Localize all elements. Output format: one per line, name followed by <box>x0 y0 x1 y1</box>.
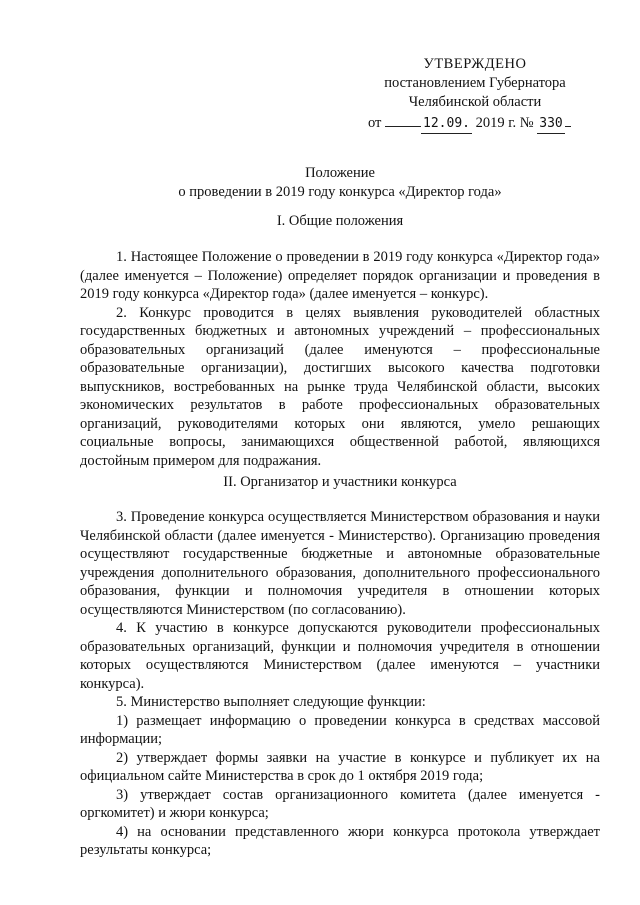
year-and-number-label: 2019 г. № <box>475 115 534 131</box>
approval-line-2: Челябинской области <box>408 94 542 110</box>
from-label: от <box>368 115 382 131</box>
approval-line-1: постановлением Губернатора <box>384 75 566 91</box>
document-title <box>80 164 600 202</box>
number-underline <box>565 112 571 127</box>
title-line-2: о проведении в 2019 году конкурса «Директор года» <box>178 184 502 200</box>
approval-stamp <box>360 55 590 134</box>
section-2-heading: II. Организатор и участники конкурса <box>223 474 457 490</box>
paragraph: 2) утверждает формы заявки на участие в конкурсе и публикует их на официальном сайте Министерства в срок до 1 октября 2019 года; <box>80 749 600 784</box>
paragraph: 5. Министерство выполняет следующие функции: <box>116 694 426 710</box>
handwritten-date: 12.09. <box>421 114 472 134</box>
section-2-body <box>80 508 600 860</box>
approval-date-number-line <box>360 112 590 134</box>
title-line-1: Положение <box>305 165 375 181</box>
paragraph: 2. Конкурс проводится в целях выявления руководителей областных государственных бюджетных и автономных учреждений – профессиональных образовательных организаций (далее именуются – профессиональные образовательные организации), достигших высокого качества подготовки выпускников, востребованных на рынке труда Челябинской области, высоких экономических результатов в работе профессиональных образовательных организаций, руководителями которых они являются, умело решающих социальные вопросы, занимающихся общественной работой, являющихся достойным примером для подражания. <box>80 304 600 469</box>
paragraph: 4) на основании представленного жюри конкурса протокола утверждает результаты конкурса; <box>80 823 600 858</box>
date-underline <box>385 112 421 127</box>
paragraph: 1. Настоящее Положение о проведении в 2019 году конкурса «Директор года» (далее именуется – Положение) определяет порядок организации и проведения в 2019 году конкурса «Директор года» (далее именуется – конкурс). <box>80 249 600 302</box>
paragraph: 4. К участию в конкурсе допускаются руководители профессиональных образовательных организаций, функции и полномочия учредителя в отношении которых осуществляются Министерством (далее именуются – участники конкурса). <box>80 620 600 692</box>
handwritten-number: 330 <box>537 114 564 134</box>
paragraph: 3) утверждает состав организационного комитета (далее именуется - оргкомитет) и жюри конкурса; <box>80 786 600 821</box>
section-1-body <box>80 248 600 470</box>
paragraph: 3. Проведение конкурса осуществляется Министерством образования и науки Челябинской области (далее именуется - Министерство). Организацию проведения осуществляют государственные бюджетные и автономные образовательные учреждения дополнительного образования, дополнительного профессионального образования, функции и полномочия учредителя в отношении которых осуществляются Министерством (по согласованию). <box>80 509 600 618</box>
paragraph: 1) размещает информацию о проведении конкурса в средствах массовой информации; <box>80 712 600 747</box>
approval-heading: УТВЕРЖДЕНО <box>423 56 527 72</box>
section-1-heading: I. Общие положения <box>276 213 404 229</box>
